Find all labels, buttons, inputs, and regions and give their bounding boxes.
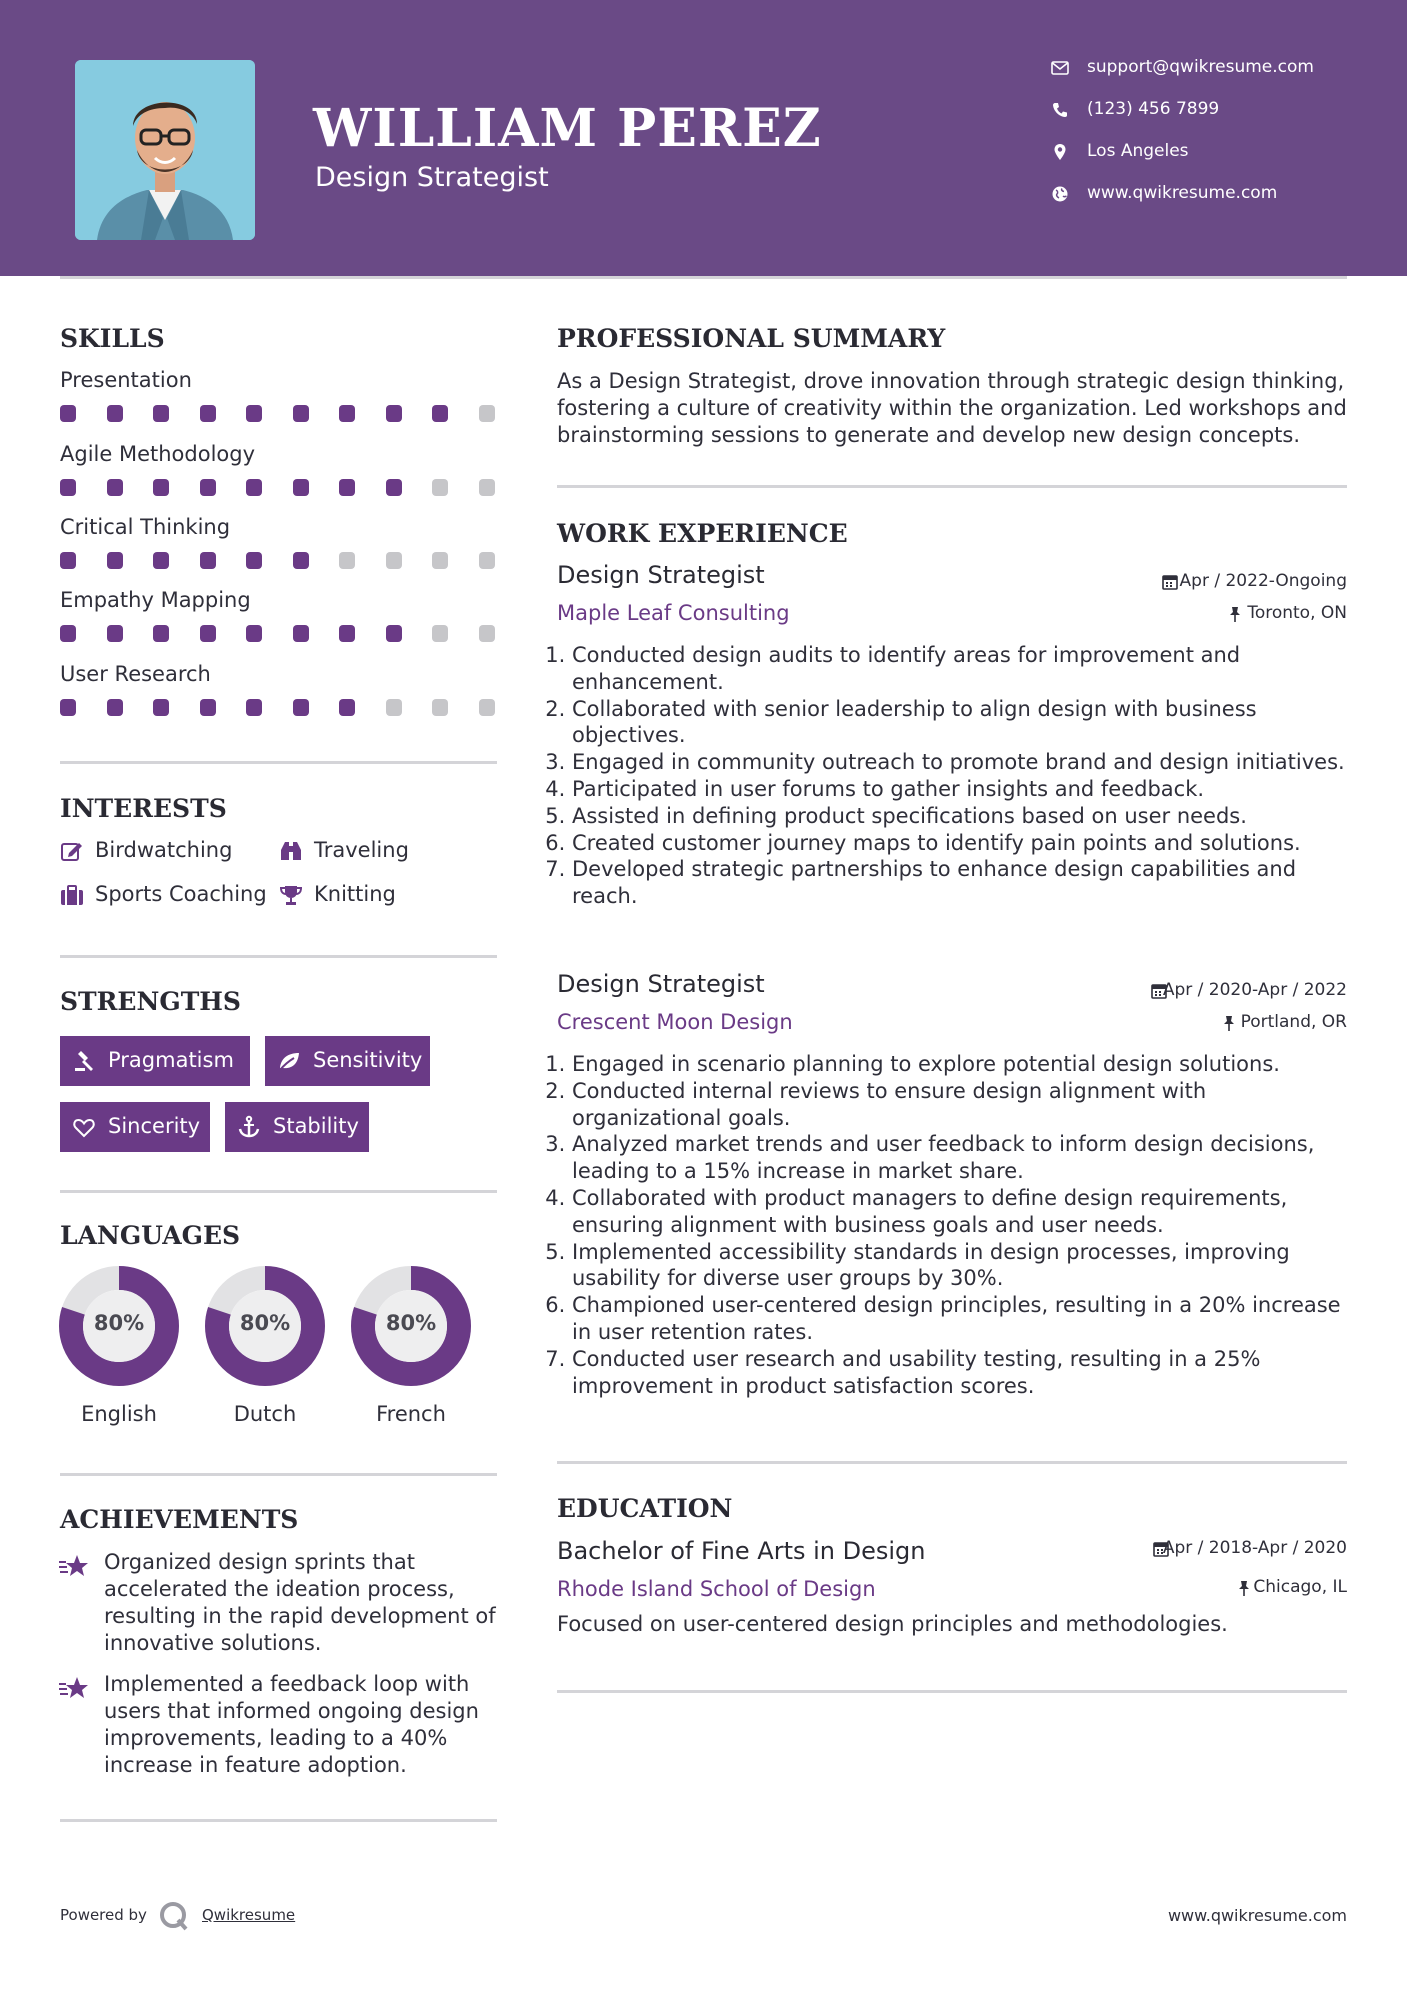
skill-dot-filled: [339, 699, 355, 716]
section-divider: [60, 1190, 497, 1193]
skill-rating: [60, 479, 500, 499]
phone-icon: [1050, 100, 1070, 120]
job-title: Design Strategist: [557, 561, 765, 589]
achievement-star-icon: [58, 1675, 90, 1705]
company-name: Crescent Moon Design: [557, 1010, 793, 1034]
job-location: [1180, 1012, 1347, 1034]
skill-rating: [60, 699, 500, 719]
footer-url[interactable]: www.qwikresume.com: [1167, 1906, 1347, 1925]
skill-label: User Research: [60, 662, 211, 686]
school-name: Rhode Island School of Design: [557, 1577, 876, 1601]
skill-dot-filled: [246, 479, 262, 496]
skill-dot-empty: [386, 699, 402, 716]
pushpin-icon: [1226, 605, 1244, 623]
job-location-text: Toronto, ON: [1247, 603, 1347, 623]
contact-email[interactable]: [1050, 55, 1370, 85]
skill-dot-filled: [339, 405, 355, 422]
skill-dot-filled: [200, 699, 216, 716]
skill-dot-filled: [386, 625, 402, 642]
skill-dot-filled: [153, 552, 169, 569]
skill-dot-filled: [200, 479, 216, 496]
skill-rating: [60, 405, 500, 425]
section-divider: [60, 955, 497, 958]
section-divider: [60, 1819, 497, 1822]
strength-label: Stability: [273, 1114, 359, 1138]
powered-by-text: Powered by: [60, 1906, 147, 1924]
skill-dot-empty: [432, 625, 448, 642]
interest-label: Traveling: [314, 838, 409, 862]
job-duties: [553, 642, 1353, 910]
language-name: Dutch: [233, 1402, 297, 1426]
skill-dot-filled: [153, 405, 169, 422]
language-percent: 80%: [385, 1311, 437, 1335]
strength-label: Pragmatism: [108, 1048, 234, 1072]
globe-icon: [1050, 184, 1070, 204]
skill-dot-filled: [246, 552, 262, 569]
interest-item: [60, 882, 290, 912]
education-dates-text: Apr / 2018-Apr / 2020: [1162, 1538, 1347, 1558]
duty-item: 3. Analyzed market trends and user feedback to inform design decisions, leading to a 15% increase in market share.: [572, 1131, 1353, 1185]
degree-title: Bachelor of Fine Arts in Design: [557, 1537, 926, 1565]
skill-dot-filled: [386, 405, 402, 422]
brand-link[interactable]: Qwikresume: [202, 1906, 296, 1924]
profile-photo: [75, 60, 255, 240]
duty-item: 4. Collaborated with product managers to define design requirements, ensuring alignment with business goals and user needs.: [572, 1185, 1353, 1239]
duty-item: 4. Participated in user forums to gather insights and feedback.: [572, 776, 1353, 803]
duty-item: 7. Conducted user research and usability testing, resulting in a 25% improvement in product satisfaction scores.: [572, 1346, 1353, 1400]
skill-dot-filled: [60, 552, 76, 569]
language-ring: [350, 1265, 472, 1387]
duty-item: 5. Assisted in defining product specifications based on user needs.: [572, 803, 1353, 830]
section-divider: [557, 1461, 1347, 1464]
skill-dot-filled: [107, 699, 123, 716]
contact-location: [1050, 139, 1370, 169]
duty-item: 2. Conducted internal reviews to ensure design alignment with organizational goals.: [572, 1078, 1353, 1132]
skill-rating: [60, 625, 500, 645]
skill-dot-filled: [246, 405, 262, 422]
skill-dot-filled: [107, 625, 123, 642]
leaf-icon: [277, 1049, 301, 1073]
interest-label: Sports Coaching: [95, 882, 267, 906]
skill-dot-filled: [293, 405, 309, 422]
binoculars-icon: [279, 840, 303, 862]
summary-text: As a Design Strategist, drove innovation through strategic design thinking, fostering a culture of creativity within the organization. Led workshops and brainstorming sessions to generate and develop new design concepts.: [557, 369, 1347, 447]
strength-tag: [60, 1102, 210, 1152]
skill-dot-filled: [60, 479, 76, 496]
skill-dot-empty: [339, 552, 355, 569]
job-duties: [553, 1051, 1353, 1399]
job-dates: [1140, 571, 1347, 593]
email-icon: [1050, 58, 1070, 78]
edit-icon: [60, 840, 84, 862]
skill-dot-empty: [479, 552, 495, 569]
skill-dot-filled: [246, 625, 262, 642]
skill-dot-filled: [153, 625, 169, 642]
heart-icon: [72, 1115, 96, 1139]
language-ring: [58, 1265, 180, 1387]
calendar-icon: [1161, 573, 1179, 591]
contact-location-text: Los Angeles: [1087, 141, 1189, 161]
anchor-icon: [237, 1115, 261, 1139]
skill-dot-filled: [107, 552, 123, 569]
skill-label: Empathy Mapping: [60, 588, 251, 612]
skill-dot-filled: [200, 552, 216, 569]
star-icon: [58, 1553, 90, 1583]
contact-phone-text: (123) 456 7899: [1087, 99, 1220, 119]
header-divider: [60, 276, 1347, 279]
company-name: Maple Leaf Consulting: [557, 601, 790, 625]
job-location: [1180, 603, 1347, 625]
education-location-text: Chicago, IL: [1253, 1577, 1347, 1597]
gavel-icon: [72, 1049, 96, 1073]
candidate-name: WILLIAM PEREZ: [313, 98, 822, 159]
skill-dot-filled: [107, 405, 123, 422]
skill-dot-filled: [386, 479, 402, 496]
contact-website-text: www.qwikresume.com: [1087, 183, 1278, 203]
skill-dot-filled: [107, 479, 123, 496]
skill-dot-filled: [60, 405, 76, 422]
skill-dot-filled: [339, 479, 355, 496]
skill-dot-filled: [293, 625, 309, 642]
skill-dot-filled: [60, 699, 76, 716]
person-portrait-icon: [75, 60, 255, 240]
candidate-title: Design Strategist: [315, 162, 549, 193]
languages-heading: LANGUAGES: [60, 1221, 241, 1250]
strength-label: Sincerity: [108, 1114, 201, 1138]
skill-dot-filled: [293, 552, 309, 569]
skill-dot-empty: [479, 479, 495, 496]
language-name: French: [376, 1402, 446, 1426]
briefcase-icon: [60, 884, 84, 906]
summary-heading: PROFESSIONAL SUMMARY: [557, 324, 946, 353]
skill-dot-filled: [153, 479, 169, 496]
duty-item: 7. Developed strategic partnerships to enhance design capabilities and reach.: [572, 856, 1353, 910]
interest-label: Knitting: [314, 882, 396, 906]
skill-dot-empty: [432, 479, 448, 496]
skill-label: Presentation: [60, 368, 192, 392]
language-ring: [204, 1265, 326, 1387]
skill-dot-filled: [293, 479, 309, 496]
duty-item: 6. Created customer journey maps to identify pain points and solutions.: [572, 830, 1353, 857]
section-divider: [60, 1473, 497, 1476]
pushpin-icon: [1235, 1579, 1253, 1597]
education-dates: [1140, 1538, 1347, 1560]
interests-heading: INTERESTS: [60, 794, 227, 823]
skill-rating: [60, 552, 500, 572]
contact-website[interactable]: [1050, 181, 1370, 211]
interest-item: [60, 838, 290, 868]
skill-dot-filled: [246, 699, 262, 716]
achievements-heading: ACHIEVEMENTS: [60, 1505, 299, 1534]
duty-item: 1. Conducted design audits to identify areas for improvement and enhancement.: [572, 642, 1353, 696]
skill-label: Critical Thinking: [60, 515, 231, 539]
job-dates-text: Apr / 2022-Ongoing: [1179, 571, 1347, 591]
job-title: Design Strategist: [557, 970, 765, 998]
pushpin-icon: [1220, 1014, 1238, 1032]
contact-email-text: support@qwikresume.com: [1087, 57, 1314, 77]
skill-dot-filled: [200, 625, 216, 642]
section-divider: [557, 485, 1347, 488]
skill-dot-empty: [479, 405, 495, 422]
language-percent: 80%: [239, 1311, 291, 1335]
skill-dot-filled: [153, 699, 169, 716]
interest-item: [279, 838, 479, 868]
skill-dot-empty: [432, 552, 448, 569]
location-pin-icon: [1050, 142, 1070, 162]
education-heading: EDUCATION: [557, 1494, 733, 1523]
achievement-text: Organized design sprints that accelerated the ideation process, resulting in the rapid development of innovative solutions.: [104, 1550, 496, 1655]
skills-heading: SKILLS: [60, 324, 165, 353]
section-divider: [60, 761, 497, 764]
trophy-icon: [279, 884, 303, 906]
strength-label: Sensitivity: [313, 1048, 423, 1072]
interest-label: Birdwatching: [95, 838, 233, 862]
star-icon: [58, 1675, 90, 1705]
job-dates: [1140, 980, 1347, 1002]
skill-dot-empty: [432, 699, 448, 716]
skill-dot-filled: [60, 625, 76, 642]
skill-label: Agile Methodology: [60, 442, 256, 466]
strength-tag: [60, 1036, 250, 1086]
strengths-heading: STRENGTHS: [60, 987, 241, 1016]
skill-dot-filled: [293, 699, 309, 716]
achievement-star-icon: [58, 1553, 90, 1583]
job-location-text: Portland, OR: [1240, 1012, 1347, 1032]
qwikresume-logo-icon: [158, 1900, 190, 1932]
strength-tag: [265, 1036, 430, 1086]
skill-dot-filled: [339, 625, 355, 642]
strength-tag: [225, 1102, 369, 1152]
duty-item: 5. Implemented accessibility standards in design processes, improving usability for diverse user groups by 30%.: [572, 1239, 1353, 1293]
skill-dot-filled: [200, 405, 216, 422]
contact-phone[interactable]: [1050, 97, 1370, 127]
skill-dot-filled: [432, 405, 448, 422]
duty-item: 3. Engaged in community outreach to promote brand and design initiatives.: [572, 749, 1353, 776]
education-location: [1180, 1577, 1347, 1599]
experience-heading: WORK EXPERIENCE: [557, 519, 848, 548]
achievement-text: Implemented a feedback loop with users that informed ongoing design improvements, leading to a 40% increase in feature adoption.: [104, 1672, 479, 1777]
job-dates-text: Apr / 2020-Apr / 2022: [1162, 980, 1347, 1000]
duty-item: 2. Collaborated with senior leadership to align design with business objectives.: [572, 696, 1353, 750]
section-divider: [557, 1690, 1347, 1693]
duty-item: 1. Engaged in scenario planning to explore potential design solutions.: [572, 1051, 1353, 1078]
skill-dot-empty: [479, 699, 495, 716]
skill-dot-empty: [479, 625, 495, 642]
footer-branding: [60, 1900, 420, 1934]
education-description: Focused on user-centered design principles and methodologies.: [557, 1612, 1228, 1636]
language-name: English: [81, 1402, 157, 1426]
interest-item: [279, 882, 479, 912]
skill-dot-empty: [386, 552, 402, 569]
language-percent: 80%: [93, 1311, 145, 1335]
duty-item: 6. Championed user-centered design principles, resulting in a 20% increase in user retention rates.: [572, 1292, 1353, 1346]
